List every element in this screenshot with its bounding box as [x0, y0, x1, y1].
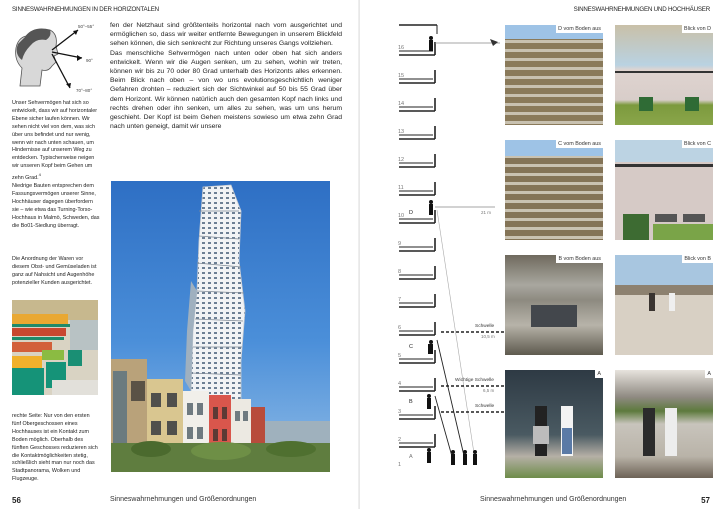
running-head-right: SINNESWAHRNEHMUNGEN UND HOCHHÄUSER — [573, 6, 710, 13]
photo-c-from-ground — [505, 140, 603, 240]
important-threshold-label: Wichtige Schwelle — [455, 378, 494, 383]
floor-contact-diagram — [395, 20, 505, 475]
floor-label: 13 — [398, 129, 405, 135]
floor-label: 11 — [398, 185, 404, 191]
angle-down-label: 70°–80° — [76, 88, 93, 93]
side-caption-sight: Unser Sehvermögen hat sich so entwickelt, dass wir auf horizontaler Ebene sicher laufen können. Wir sehen nicht viel von dem, was sich über uns befindet und nur wenig, wenn wir nach unten schauen, um Hindernisse auf unserem Weg zu entdecken. Typischerweise neigen wir unseren Kopf beim Gehen um zehn Grad.$^4$ — [12, 100, 98, 181]
floor-label: 5 — [398, 353, 402, 359]
body-paragraph-2: Das menschliche Sehvermögen nach unten oder oben hat sich anders entwickelt. Wenn wir die Augen senken, um zu sehen, wohin wir treten, können wir bis zu 70 oder 80 Grad unterhalb des Horizonts alles erkennen. Beim Blick nach oben – von wo uns evolutionsgeschichtlich weniger Gefahren drohten – reduziert sich der Sichtwinkel auf 50 bis 55 Grad über dem Horizont. Wir können natürlich auch den gesamten Kopf nach links und rechts drehen oder ihn senken, um alles zu sehen, was um uns herum geschieht. Der Kopf ist beim Gehen meistens sowieso um etwa zehn Grad nach unten geneigt, damit wir unsere — [110, 49, 342, 131]
photo-b-from-ground — [505, 255, 603, 355]
photo-d-from-ground — [505, 25, 603, 125]
person-label-a: A — [409, 454, 413, 460]
photo-label: Blick von B — [684, 256, 711, 262]
turning-torso-photo — [111, 181, 330, 472]
photo-label: A — [597, 371, 601, 377]
body-paragraph-1: fen der Netzhaut sind größtenteils horizontal nach vorn ausgerichtet und ermöglichen so, dass wir weiter entfernte Bewegungen in unserem Blickfeld sehen können, die sich senkrecht zur Richtung unseres Gangs vollziehen. — [110, 22, 342, 48]
important-threshold-distance: 6,5 m — [483, 388, 495, 393]
floor-label: 2 — [398, 437, 402, 443]
threshold-label: Schwelle — [475, 404, 495, 409]
head-sight-angle-diagram — [12, 24, 102, 96]
threshold-distance: 10,5 m — [481, 334, 495, 339]
floor-label: 9 — [398, 241, 402, 247]
floor-label: 12 — [398, 157, 405, 163]
threshold-label: Schwelle — [475, 324, 495, 329]
floor-label: 16 — [398, 45, 405, 51]
floor-label: 4 — [398, 381, 402, 387]
photo-label: C vom Boden aus — [558, 141, 601, 147]
floor-label: 7 — [398, 297, 402, 303]
floor-label: 15 — [398, 73, 405, 79]
body-text — [110, 21, 342, 131]
fruit-shop-photo — [12, 300, 98, 395]
photo-label: B vom Boden aus — [558, 256, 601, 262]
tower-illustration — [111, 181, 330, 472]
person-label-d: D — [409, 210, 413, 216]
side-caption-tower: Niedrige Bauten entsprechen dem Fassungsvermögen unserer Sinne, Hochhäuser dagegen überfordern sie – wie etwa das Turning-Torso-Hochhaus in Malmö, Schweden, das die Bo01-Siedlung überragt. — [12, 183, 100, 229]
photo-label: A — [707, 371, 711, 377]
distance-21m: 21 m — [481, 210, 492, 215]
floor-label: 3 — [398, 409, 402, 415]
side-caption-right-page: rechte Seite: Nur von den ersten fünf Obergeschossen eines Hochhauses ist ein Kontakt zum Boden möglich. Oberhalb des fünften Geschosses reduzieren sich die Kontaktmöglichkeiten stetig, schließlich sieht man nur noch das Stadtpanorama, Wolken und Flugzeuge. — [12, 413, 98, 483]
floor-label: 10 — [398, 213, 405, 219]
angle-mid-label: 90° — [86, 58, 93, 63]
person-label-b: B — [409, 399, 413, 405]
person-label-c: C — [409, 344, 413, 350]
floor-label: 6 — [398, 325, 402, 331]
photo-label: Blick von D — [684, 26, 711, 32]
photo-view-from-c — [615, 140, 713, 240]
footer-title-right: Sinneswahrnehmungen und Größenordnungen — [480, 496, 627, 503]
page-number-left: 56 — [12, 496, 21, 505]
page-number-right: 57 — [701, 496, 710, 505]
floor-label: 14 — [398, 101, 405, 107]
side-caption-shop: Die Anordnung der Waren vor diesem Obst- und Gemüseladen ist ganz auf Nahsicht und Augenhöhe potenzieller Kunden ausgerichtet. — [12, 256, 97, 286]
running-head-left: SINNESWAHRNEHMUNGEN IN DER HORIZONTALEN — [12, 6, 159, 13]
floor-label: 1 — [398, 462, 402, 468]
angle-up-label: 50°–55° — [78, 24, 95, 29]
photo-view-from-d — [615, 25, 713, 125]
photo-label: Blick von C — [684, 141, 711, 147]
photo-a-ground-level-2 — [615, 370, 713, 478]
photo-a-ground-level — [505, 370, 603, 478]
airplane-icon — [490, 39, 498, 46]
photo-label: D vom Boden aus — [558, 26, 601, 32]
footer-title-left: Sinneswahrnehmungen und Größenordnungen — [110, 496, 257, 503]
photo-view-from-b — [615, 255, 713, 355]
floor-label: 8 — [398, 269, 402, 275]
